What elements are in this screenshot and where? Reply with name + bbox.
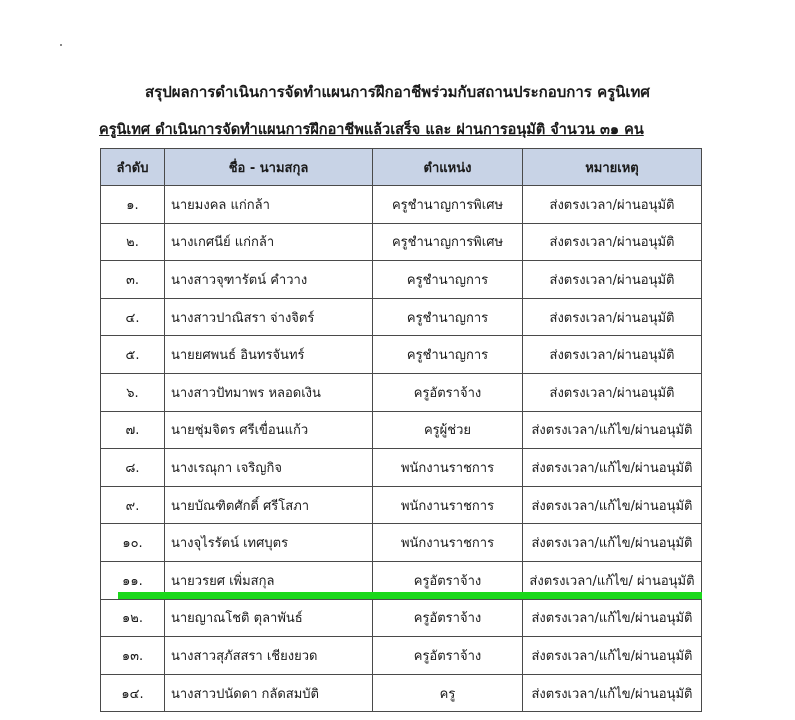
table-row xyxy=(101,486,702,524)
document-subtitle: ครูนิเทศ ดำเนินการจัดทำแผนการฝึกอาชีพแล้วเสร็จ และ ผ่านการอนุมัติ จำนวน ๓๑ คน xyxy=(99,122,644,138)
row-number: ๙. xyxy=(101,486,165,524)
scan-speck xyxy=(60,44,62,46)
table-row xyxy=(101,186,702,224)
row-number: ๑๑. xyxy=(101,561,165,599)
supervisor-table xyxy=(100,148,702,712)
row-name: นางสาวปาณิสรา จ่างจิตร์ xyxy=(165,298,373,336)
row-remark: ส่งตรงเวลา/แก้ไข/ผ่านอนุมัติ xyxy=(523,411,702,449)
row-number: ๗. xyxy=(101,411,165,449)
row-position: ครูอัตราจ้าง xyxy=(373,599,523,637)
row-name: นายบัณฑิตศักดิ์ ศรีโสภา xyxy=(165,486,373,524)
highlight-marker xyxy=(118,592,702,599)
table-row xyxy=(101,336,702,374)
table-row xyxy=(101,261,702,299)
row-position: ครูอัตราจ้าง xyxy=(373,637,523,675)
table-row xyxy=(101,637,702,675)
document-title: สรุปผลการดำเนินการจัดทำแผนการฝึกอาชีพร่วมกับสถานประกอบการ ครูนิเทศ xyxy=(145,83,650,101)
row-number: ๓. xyxy=(101,261,165,299)
row-remark: ส่งตรงเวลา/แก้ไข/ผ่านอนุมัติ xyxy=(523,599,702,637)
table-row xyxy=(101,524,702,562)
row-name: นายมงคล แก่กล้า xyxy=(165,186,373,224)
row-remark: ส่งตรงเวลา/แก้ไข/ผ่านอนุมัติ xyxy=(523,449,702,487)
row-position: พนักงานราชการ xyxy=(373,524,523,562)
row-position: ครูชำนาญการ xyxy=(373,261,523,299)
row-name: นางเกศนีย์ แก่กล้า xyxy=(165,223,373,261)
row-name: นางจุไรรัตน์ เทศบุตร xyxy=(165,524,373,562)
header-remark: หมายเหตุ xyxy=(523,149,702,186)
table-row xyxy=(101,449,702,487)
row-number: ๑๓. xyxy=(101,637,165,675)
table-row xyxy=(101,599,702,637)
row-name: นายชุ่มจิตร ศรีเขื่อนแก้ว xyxy=(165,411,373,449)
row-position: พนักงานราชการ xyxy=(373,486,523,524)
row-number: ๒. xyxy=(101,223,165,261)
header-name: ชื่อ - นามสกุล xyxy=(165,149,373,186)
row-remark: ส่งตรงเวลา/ผ่านอนุมัติ xyxy=(523,186,702,224)
table-row xyxy=(101,298,702,336)
row-remark: ส่งตรงเวลา/แก้ไข/ผ่านอนุมัติ xyxy=(523,637,702,675)
row-remark: ส่งตรงเวลา/ผ่านอนุมัติ xyxy=(523,223,702,261)
row-name: นางสาวปัทมาพร หลอดเงิน xyxy=(165,373,373,411)
row-name: นายวรยศ เพิ่มสกุล xyxy=(165,561,373,599)
row-position: ครูผู้ช่วย xyxy=(373,411,523,449)
row-name: นายยศพนธ์ อินทรจันทร์ xyxy=(165,336,373,374)
table-row xyxy=(101,674,702,712)
row-name: นางสาวสุภัสสรา เชียงยวด xyxy=(165,637,373,675)
row-position: พนักงานราชการ xyxy=(373,449,523,487)
row-number: ๑๔. xyxy=(101,674,165,712)
row-position: ครู xyxy=(373,674,523,712)
row-position: ครูชำนาญการ xyxy=(373,336,523,374)
row-number: ๖. xyxy=(101,373,165,411)
row-number: ๑. xyxy=(101,186,165,224)
row-remark: ส่งตรงเวลา/แก้ไข/ ผ่านอนุมัติ xyxy=(523,561,702,599)
row-name: นางสาวจุฑารัตน์ คำวาง xyxy=(165,261,373,299)
row-number: ๘. xyxy=(101,449,165,487)
row-name: นางสาวปนัดดา กลัดสมบัติ xyxy=(165,674,373,712)
table-row xyxy=(101,411,702,449)
table-row xyxy=(101,373,702,411)
row-remark: ส่งตรงเวลา/ผ่านอนุมัติ xyxy=(523,298,702,336)
row-position: ครูอัตราจ้าง xyxy=(373,373,523,411)
row-position: ครูชำนาญการ xyxy=(373,298,523,336)
row-remark: ส่งตรงเวลา/ผ่านอนุมัติ xyxy=(523,373,702,411)
row-remark: ส่งตรงเวลา/แก้ไข/ผ่านอนุมัติ xyxy=(523,674,702,712)
row-remark: ส่งตรงเวลา/ผ่านอนุมัติ xyxy=(523,261,702,299)
row-remark: ส่งตรงเวลา/แก้ไข/ผ่านอนุมัติ xyxy=(523,486,702,524)
row-remark: ส่งตรงเวลา/ผ่านอนุมัติ xyxy=(523,336,702,374)
row-position: ครูชำนาญการพิเศษ xyxy=(373,223,523,261)
row-position: ครูอัตราจ้าง xyxy=(373,561,523,599)
header-order: ลำดับ xyxy=(101,149,165,186)
row-number: ๑๒. xyxy=(101,599,165,637)
row-number: ๕. xyxy=(101,336,165,374)
row-number: ๑๐. xyxy=(101,524,165,562)
table-row xyxy=(101,223,702,261)
row-number: ๔. xyxy=(101,298,165,336)
row-name: นายญาณโชติ ตุลาพันธ์ xyxy=(165,599,373,637)
row-position: ครูชำนาญการพิเศษ xyxy=(373,186,523,224)
table-header-row xyxy=(101,149,702,186)
header-position: ตำแหน่ง xyxy=(373,149,523,186)
row-remark: ส่งตรงเวลา/แก้ไข/ผ่านอนุมัติ xyxy=(523,524,702,562)
row-name: นางเรณุกา เจริญกิจ xyxy=(165,449,373,487)
